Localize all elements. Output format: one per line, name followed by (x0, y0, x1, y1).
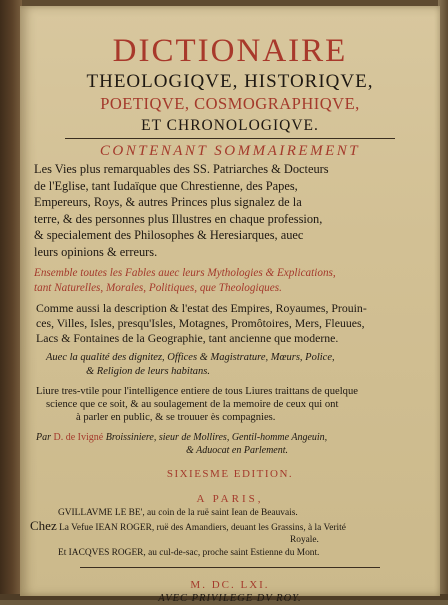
divider-rule (65, 138, 395, 139)
description-line: de l'Eglise, tant Iudaïque que Chrestienne, des Papes, (34, 178, 298, 193)
author-block (20, 431, 440, 458)
qualite-line: & Religion de leurs habitans. (86, 366, 210, 378)
publishers-block (20, 507, 440, 559)
edition-label: SIXIESME EDITION. (166, 468, 294, 480)
description-line: terre, & des personnes plus Illustres en chaque profession, (34, 211, 323, 226)
place-label: A PARIS, (196, 493, 264, 505)
livre-block (20, 385, 440, 425)
qualite-line: Auec la qualité des dignitez, Offices & Magistrature, Mœurs, Police, (46, 351, 335, 363)
description-line: leurs opinions & erreurs. (34, 244, 158, 259)
title-line-4: ET CHRONOLOGIQVE. (141, 117, 319, 134)
author-name: D. de Ivigné (53, 431, 104, 443)
date-label: M. DC. LXI. (190, 579, 270, 592)
title-main: DICTIONAIRE (112, 33, 348, 69)
livre-line: Liure tres-vtile pour l'intelligence entiere de tous Liures traittans de quelque (36, 385, 358, 397)
description-line: Les Vies plus remarquables des SS. Patriarches & Docteurs (34, 162, 329, 176)
book-spine-edge (0, 0, 22, 600)
chez-label: Chez (30, 517, 57, 533)
title-line-3: POETIQVE, COSMOGRAPHIQVE, (100, 94, 360, 113)
geography-line: Lacs & Fontaines de la Geographie, tant ancienne que moderne. (36, 331, 339, 346)
fables-block (20, 266, 440, 297)
livre-line: science que ce soit, & au soulagement de la memoire de ceux qui ont (46, 399, 339, 410)
author-title: Broissiniere, sieur de Mollires, Gentil-homme Angeuin, (105, 431, 328, 443)
description-line: & specialement des Philosophes & Heresiarques, auec (34, 228, 304, 243)
description-block (20, 161, 440, 261)
qualite-block (20, 351, 440, 380)
publisher-line (30, 517, 440, 535)
geography-line: Comme aussi la description & l'estat des Empires, Royaumes, Prouin- (36, 300, 367, 315)
title-page (20, 6, 440, 605)
publisher-line: Royale. (290, 535, 319, 546)
fables-line: Ensemble toutes les Fables auec leurs Mythologies & Explications, (34, 266, 336, 279)
geography-line: ces, Villes, Isles, presqu'Isles, Motagnes, Promôtoires, Mers, Fleuues, (36, 315, 365, 330)
author-prefix: Par (36, 431, 51, 443)
author-title-2: & Aduocat en Parlement. (186, 445, 289, 457)
contenant-heading: CONTENANT SOMMAIREMENT (99, 143, 361, 159)
publisher-line: Et IACQVES ROGER, au cul-de-sac, proche saint Estienne du Mont. (58, 547, 320, 558)
publisher-line-2: La Vefue IEAN ROGER, ruë des Amandiers, deuant les Grassins, à la Verité (59, 522, 346, 533)
privilege-label: AVEC PRIVILEGE DV ROY. (158, 593, 302, 605)
fables-line: tant Naturelles, Morales, Politiques, que Theologiques. (34, 282, 282, 295)
description-line: Empereurs, Roys, & autres Princes plus signalez de la (34, 195, 302, 210)
publisher-line: GVILLAVME LE BE', au coin de la ruë saint Iean de Beauvais. (58, 508, 298, 518)
divider-rule-bottom (80, 567, 380, 568)
livre-line: à parler en public, & se trouuer ès compagnies. (76, 412, 276, 424)
title-line-2: THEOLOGIQVE, HISTORIQVE, (86, 71, 374, 92)
author-line (36, 431, 440, 445)
geography-block (20, 301, 440, 347)
